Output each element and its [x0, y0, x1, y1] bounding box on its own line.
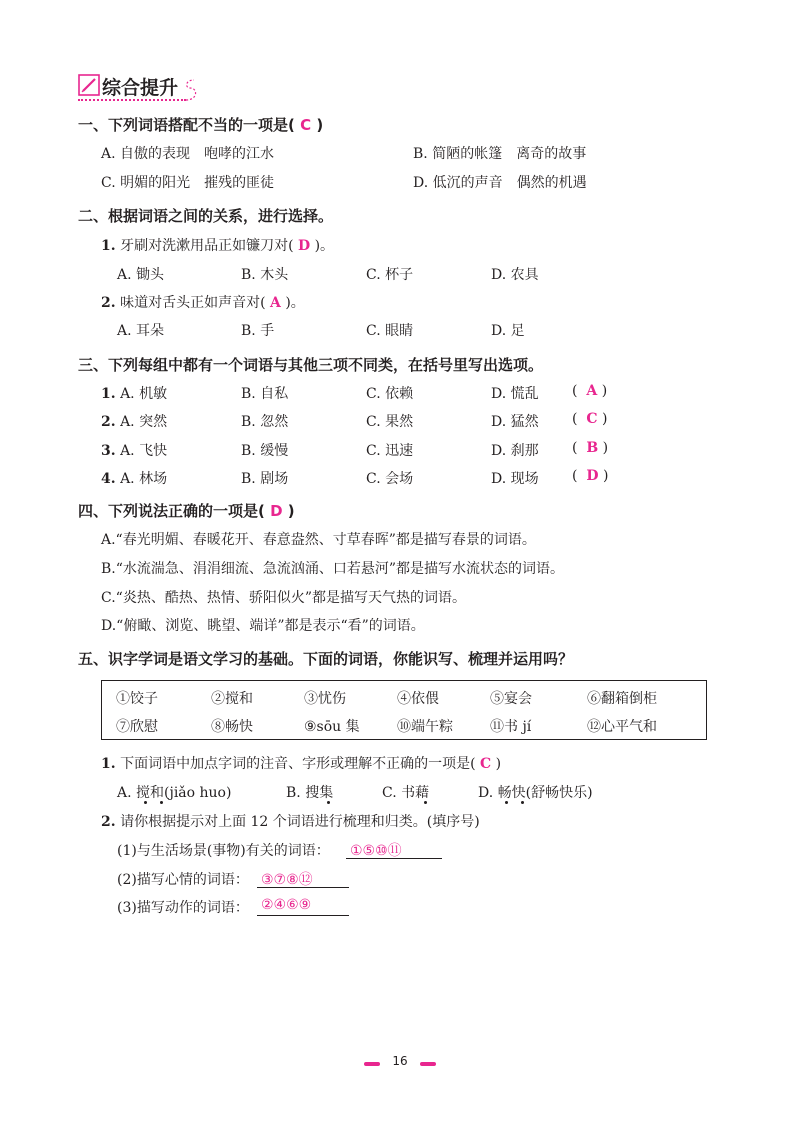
word-1: ①饺子: [116, 691, 158, 707]
word-7: ⑦欣慰: [116, 719, 158, 735]
q4-stem-close: ): [287, 502, 295, 520]
q3-row-3-d: D. 刹那: [491, 443, 539, 459]
q3-row-3-answer-value: B: [586, 440, 599, 456]
q5-sub2-text: 请你根据提示对上面 12 个词语进行梳理和归类。(填序号): [115, 814, 480, 830]
emphasis-dot: [505, 801, 508, 804]
q5-sub1-num: 1.: [101, 756, 116, 772]
q3-row-4-num: 4.: [101, 471, 116, 487]
q3-row-4-answer-value: D: [586, 468, 599, 484]
word-11: ⑪书 jí: [490, 719, 532, 735]
word-5: ⑤宴会: [490, 691, 532, 707]
q2-sub1-num: 1.: [101, 238, 116, 254]
q1-stem: [78, 114, 323, 135]
q1-option-c: C. 明媚的阳光 摧残的匪徒: [101, 175, 275, 191]
q5-sub2-item-2-answer: ③⑦⑧⑫: [261, 872, 313, 888]
q2-sub1-option-a: A. 锄头: [117, 267, 165, 283]
footer-bar-right: [420, 1062, 436, 1066]
q1-answer: C: [300, 116, 312, 134]
q2-sub2: [101, 292, 305, 312]
q5-sub1-option-a: A. 搅和(jiǎo huo): [117, 785, 232, 801]
q5-sub2-item-3-answer: ②④⑥⑨: [261, 897, 312, 913]
q2-sub2-option-a: A. 耳朵: [117, 323, 165, 339]
q3-row-3-paren-close: ): [602, 440, 609, 456]
q3-row-4-a: [101, 468, 167, 488]
q2-sub2-num: 2.: [101, 295, 116, 311]
q5-sub1-option-d: D. 畅快(舒畅快乐): [478, 785, 593, 801]
q2-sub2-option-d: D. 足: [491, 323, 525, 339]
q3-row-2-d: D. 猛然: [491, 414, 539, 430]
q5-sub2-item-2-label: (2)描写心情的词语：: [117, 872, 249, 888]
q2-sub2-text: 味道对舌头正如声音对(: [115, 295, 266, 311]
word-10: ⑩端午粽: [397, 719, 453, 735]
q2-sub2-close: )。: [285, 295, 305, 311]
q3-row-1-b: B. 自私: [241, 386, 289, 402]
word-3: ③忧伤: [304, 691, 346, 707]
q3-row-2-answer: [572, 411, 607, 427]
q3-row-3-a-text: A. 飞快: [115, 443, 168, 459]
q1-option-b: B. 简陋的帐篷 离奇的故事: [413, 146, 587, 162]
q3-row-3-paren-open: (: [572, 440, 578, 456]
q2-sub1-option-c: C. 杯子: [366, 267, 414, 283]
q2-sub1-text: 牙刷对洗漱用品正如镰刀对(: [115, 238, 294, 254]
q2-sub1-answer: D: [298, 238, 311, 254]
q5-sub2-num: 2.: [101, 814, 116, 830]
answer-underline: [257, 887, 349, 888]
q2-stem: 二、根据词语之间的关系，进行选择。: [78, 207, 334, 225]
q3-row-2-a-text: A. 突然: [115, 414, 168, 430]
q3-row-3-a: [101, 440, 167, 460]
q2-sub2-answer: A: [270, 295, 281, 311]
q3-row-4-answer: [572, 468, 608, 484]
q5-sub1-answer: C: [480, 756, 492, 772]
q3-row-4-b: B. 剧场: [241, 471, 289, 487]
q3-row-4-a-text: A. 林场: [115, 471, 168, 487]
q4-stem: [78, 500, 295, 521]
q1-option-a: A. 自傲的表现 咆哮的江水: [101, 146, 275, 162]
q3-row-3-b: B. 缓慢: [241, 443, 289, 459]
q3-row-1-a: [101, 383, 167, 403]
q2-sub2-option-b: B. 手: [241, 323, 275, 339]
q1-stem-text: 一、下列词语搭配不当的一项是(: [78, 116, 295, 134]
emphasis-dot: [144, 801, 147, 804]
word-8: ⑧畅快: [211, 719, 253, 735]
q5-sub1-text: 下面词语中加点字词的注音、字形或理解不正确的一项是(: [115, 756, 476, 772]
q3-row-1-paren-open: (: [572, 383, 578, 399]
q1-option-d: D. 低沉的声音 偶然的机遇: [413, 175, 587, 191]
q1-stem-close: ): [316, 116, 324, 134]
q5-sub2: [101, 811, 480, 831]
emphasis-dot: [424, 801, 427, 804]
q5-stem: 五、识字学词是语文学习的基础。下面的词语，你能识写、梳理并运用吗？: [78, 650, 574, 668]
edit-pencil-icon: [78, 74, 100, 96]
q3-stem: 三、下列每组中都有一个词语与其他三项不同类，在括号里写出选项。: [78, 356, 544, 374]
q2-sub1-option-b: B. 木头: [241, 267, 289, 283]
q5-sub2-item-3-label: (3)描写动作的词语：: [117, 900, 249, 916]
q3-row-2-paren-open: (: [572, 411, 578, 427]
q3-row-2-a: [101, 411, 167, 431]
decorative-curl-icon: [184, 78, 200, 102]
q5-sub1-option-c: C. 书藉: [382, 785, 430, 801]
answer-underline: [257, 915, 349, 916]
q4-option-b: B.“水流湍急、涓涓细流、急流汹涌、口若悬河”都是描写水流状态的词语。: [101, 561, 565, 577]
q3-row-2-c: C. 果然: [366, 414, 414, 430]
q2-sub2-option-c: C. 眼睛: [366, 323, 414, 339]
q3-row-1-answer-value: A: [586, 383, 598, 399]
q4-option-c: C.“炎热、酷热、热情、骄阳似火”都是描写天气热的词语。: [101, 590, 466, 606]
footer-bar-left: [364, 1062, 380, 1066]
q4-answer: D: [270, 502, 283, 520]
q3-row-1-answer: [572, 383, 607, 399]
q4-option-a: A.“春光明媚、春暖花开、春意盎然、寸草春晖”都是描写春景的词语。: [101, 532, 536, 548]
q3-row-4-d: D. 现场: [491, 471, 539, 487]
emphasis-dot: [521, 801, 524, 804]
q5-sub1-close: ): [495, 756, 502, 772]
q5-sub1-option-b: B. 搜集: [286, 785, 334, 801]
q3-row-3-num: 3.: [101, 443, 116, 459]
section-title: 综合提升: [102, 77, 179, 99]
q5-sub1: [101, 753, 501, 773]
q3-row-1-num: 1.: [101, 386, 116, 402]
page-number: 16: [392, 1054, 408, 1068]
q3-row-3-answer: [572, 440, 608, 456]
word-2: ②搅和: [211, 691, 253, 707]
emphasis-dot: [327, 801, 330, 804]
q3-row-3-c: C. 迅速: [366, 443, 414, 459]
q4-option-d: D.“俯瞰、浏览、眺望、端详”都是表示“看”的词语。: [101, 618, 425, 634]
q4-stem-text: 四、下列说法正确的一项是(: [78, 502, 265, 520]
answer-underline: [346, 858, 442, 859]
q3-row-4-c: C. 会场: [366, 471, 414, 487]
q3-row-2-answer-value: C: [586, 411, 598, 427]
word-9: ⑨sōu 集: [304, 719, 360, 735]
word-4: ④依偎: [397, 691, 439, 707]
q3-row-1-c: C. 依赖: [366, 386, 414, 402]
q2-sub1: [101, 235, 334, 255]
section-header: [78, 70, 208, 106]
q3-row-4-paren-close: ): [602, 468, 609, 484]
q5-sub2-item-1-label: (1)与生活场景(事物)有关的词语：: [117, 843, 330, 859]
q3-row-2-b: B. 忽然: [241, 414, 289, 430]
q2-sub1-option-d: D. 农具: [491, 267, 539, 283]
section-title-underline: [78, 99, 186, 101]
emphasis-dot: [160, 801, 163, 804]
word-6: ⑥翻箱倒柜: [587, 691, 657, 707]
q3-row-1-d: D. 慌乱: [491, 386, 539, 402]
q3-row-1-paren-close: ): [601, 383, 608, 399]
q3-row-2-paren-close: ): [601, 411, 608, 427]
q3-row-4-paren-open: (: [572, 468, 578, 484]
q5-sub2-item-1-answer: ①⑤⑩⑪: [350, 843, 402, 859]
q3-row-2-num: 2.: [101, 414, 116, 430]
q2-sub1-close: )。: [314, 238, 335, 254]
word-12: ⑫心平气和: [587, 719, 657, 735]
q3-row-1-a-text: A. 机敏: [115, 386, 168, 402]
